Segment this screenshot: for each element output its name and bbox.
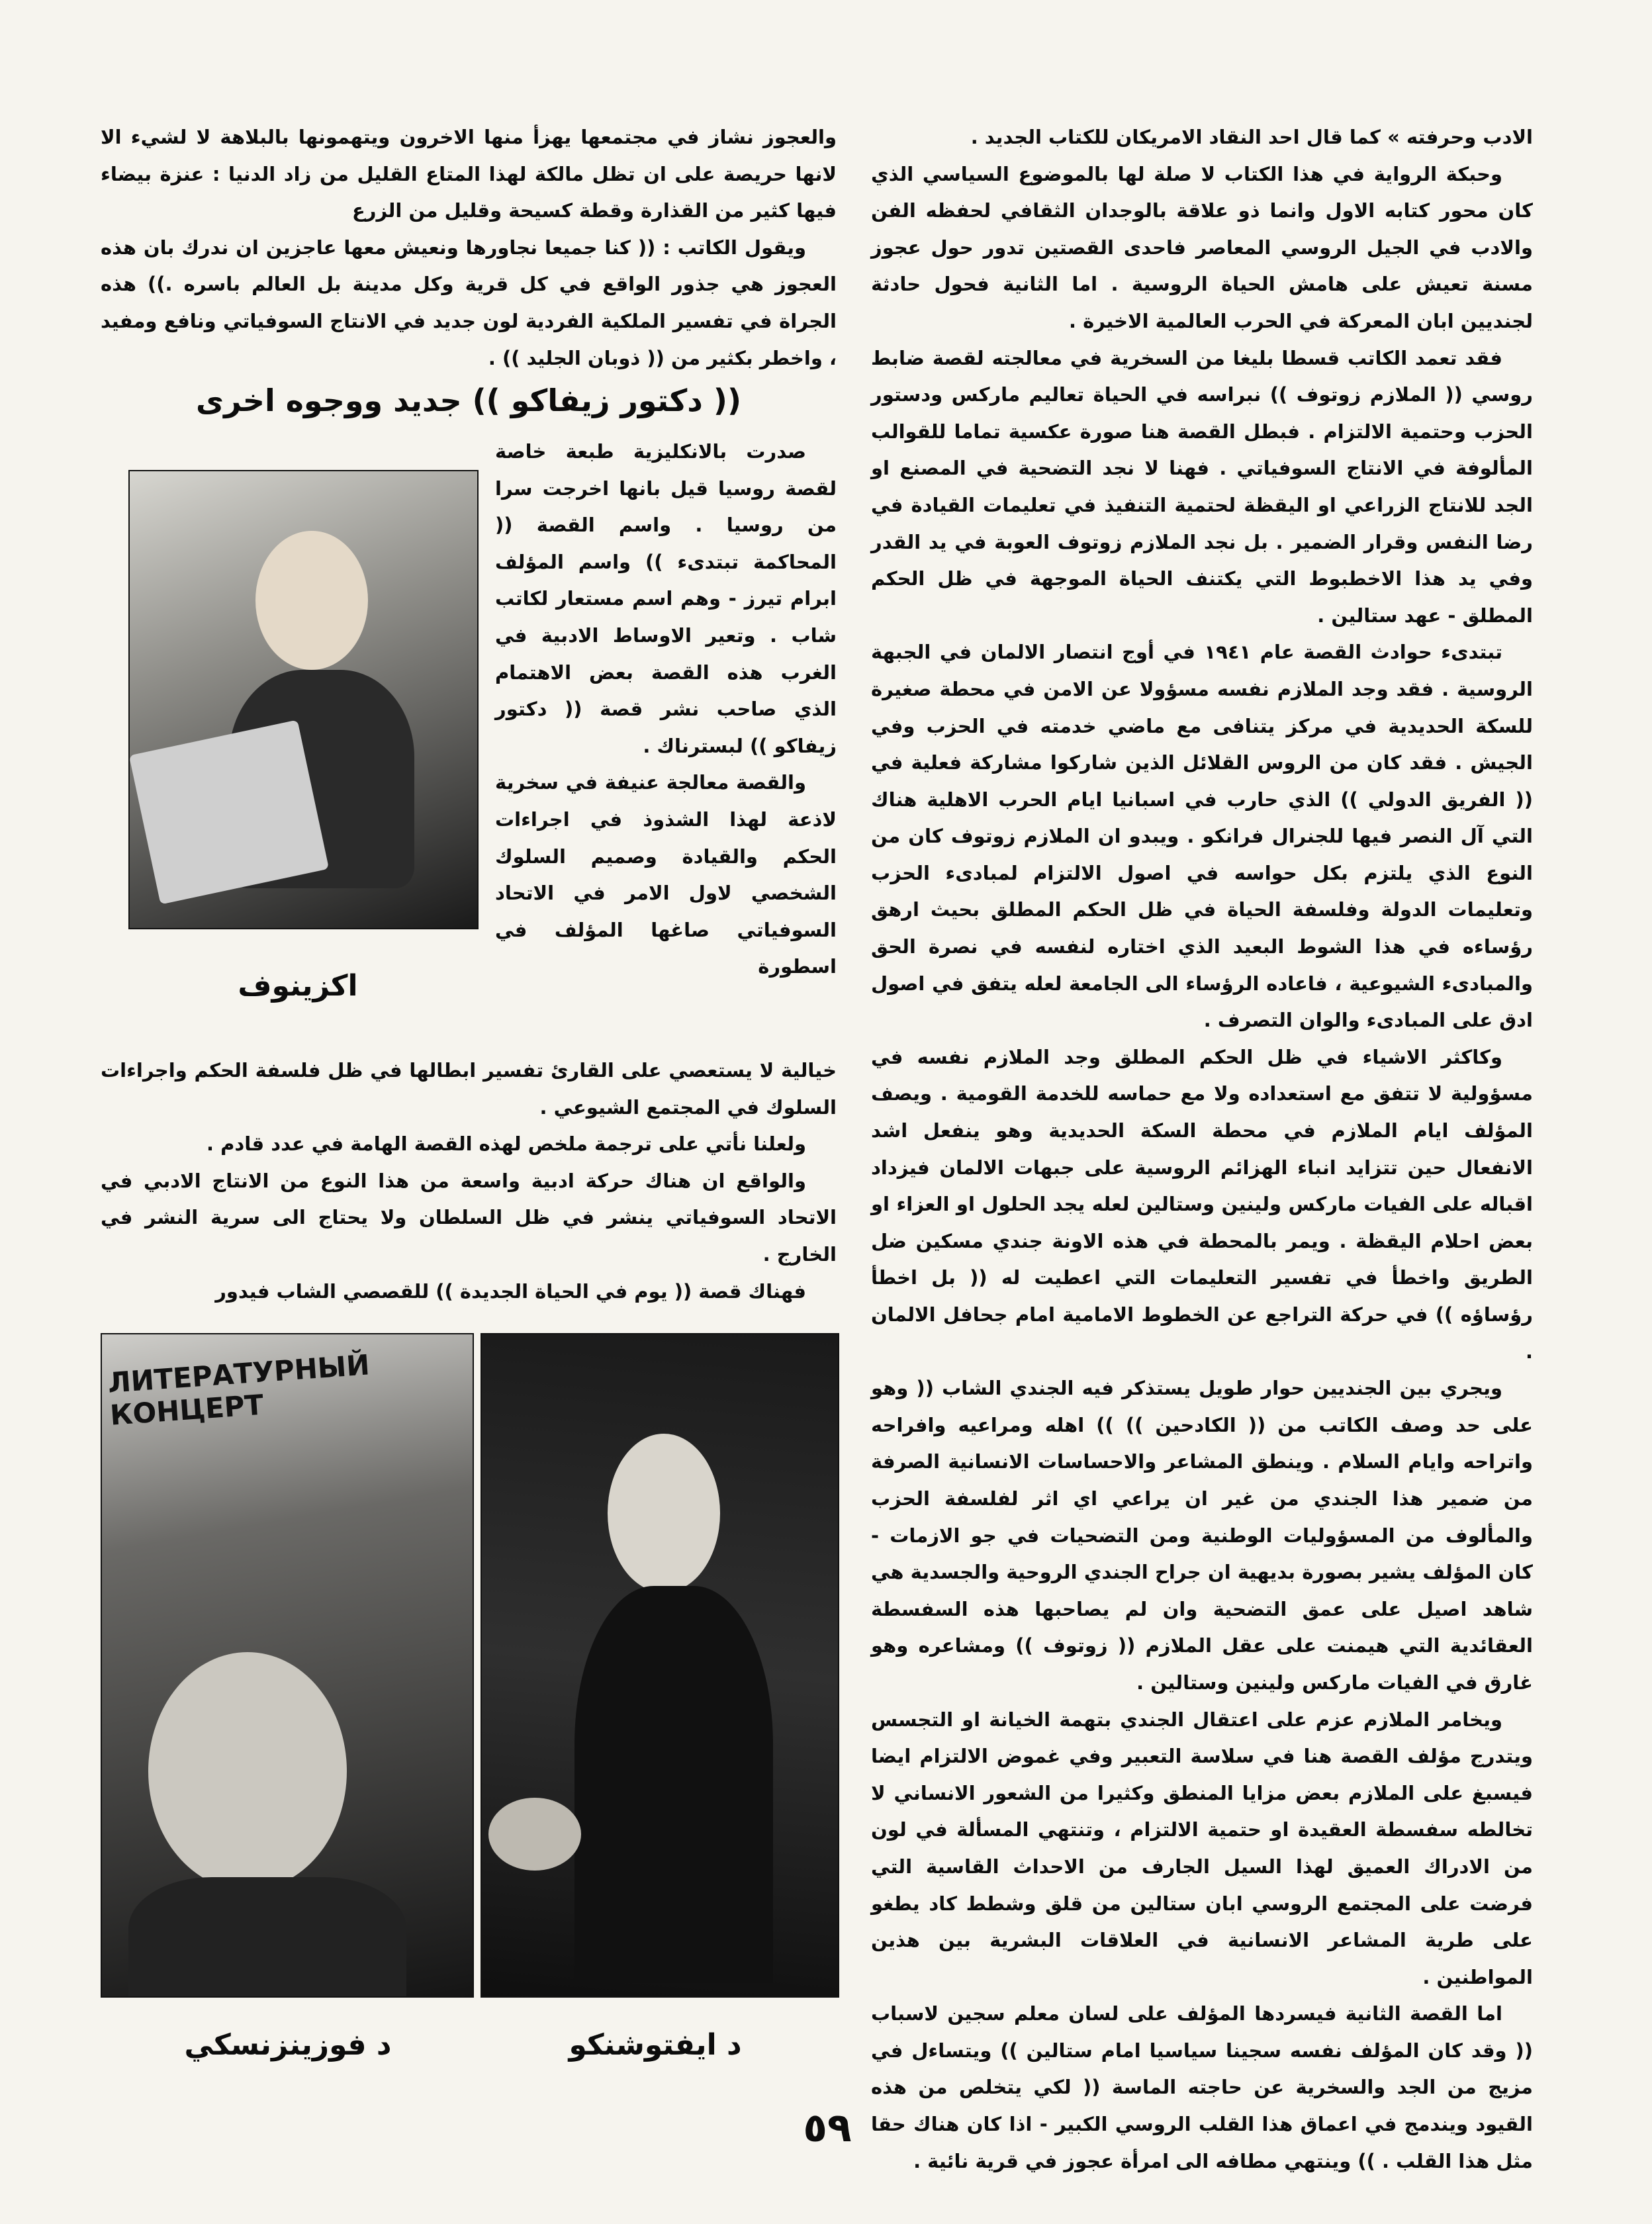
paragraph: ويجري بين الجنديين حوار طويل يستذكر فيه الجندي الشاب (( وهو على حد وصف الكاتب من (( الكادحين )) )) اهله ومراعيه وافراحه واتراحه وايام السلام . وينطق المشاعر والاحساسات الانسانية الصرفة من ضمير هذا الجندي من غير ان يراعي اي اثر لفلسفة الحزب والمألوف من المسؤوليات الوطنية ومن التضحيات في جو الازمات - كان المؤلف يشير بصورة بديهية ان جراح الجندي الروحية والجسدية هي شاهد اصيل على عمق التضحية وان لم يصاحبها هذه السفسطة العقائدية التي هيمنت على عقل الملازم (( زوتوف )) ومشاعره وهو غارق في الفيات ماركس ولينين وستالين . bbox=[871, 1377, 1533, 1694]
paragraph: والقصة معالجة عنيفة في سخرية لاذعة لهذا الشذوذ في اجراءات الحكم والقيادة وصميم السلوك الشخصي لاول الامر في الاتحاد السوفياتي صاغها المؤلف في اسطورة bbox=[495, 771, 837, 978]
paragraph: ويقول الكاتب : (( كنا جميعا نجاورها ونعيش معها عاجزين ان ندرك بان هذه العجوز هي جذور الواقع في كل قرية وكل مدينة بل العالم باسره .)) هذه الجراة في تفسير الملكية الفردية لون جديد في الانتاج السوفياتي ونافع ومفيد ، واخطر بكثير من (( ذوبان الجليد )) . bbox=[101, 236, 837, 369]
photo-caption: اكزينوف bbox=[238, 969, 358, 1003]
right-column-text bbox=[871, 119, 1533, 2180]
paragraph: خيالية لا يستعصي على القارئ تفسير ابطالها في ظل فلسفة الحكم واجراءات السلوك في المجتمع الشيوعي . bbox=[101, 1059, 837, 1119]
paragraph: فقد تعمد الكاتب قسطا بليغا من السخرية في معالجته لقصة ضابط روسي (( الملازم زوتوف )) نبراسه في الحياة تعاليم ماركس ودستور الحزب وحتمية الالتزام . فبطل القصة هنا صورة عكسية تماما للقوالب المألوفة في الانتاج السوفياتي . فهنا لا نجد التضحية في المصنع او الجد للانتاج الزراعي او اليقظة لحتمية التنفيذ في تعليمات القيادة في رضا النفس وقرار الضمير . بل نجد الملازم زوتوف العوبة في يد القدر وفي يد هذا الاخطبوط التي يكتنف الحياة الموجهة في ظل الحكم المطلق - عهد ستالين . bbox=[871, 346, 1533, 627]
face-shape bbox=[255, 531, 368, 670]
body-shape bbox=[574, 1586, 773, 1983]
paragraph: والعجوز نشاز في مجتمعها يهزأ منها الاخرون ويتهمونها بالبلاهة لا لشيء الا لانها حريصة على ان تظل مالكة لهذا المتاع القليل من زاد الدنيا : عنزة بيضاء فيها كثير من القذارة وقطة كسيحة وقليل من الزرع bbox=[101, 126, 837, 222]
paragraph: والواقع ان هناك حركة ادبية واسعة من هذا النوع من الانتاج الادبي في الاتحاد السوفياتي ينشر في ظل السلطان ولا يحتاج الى سرية النشر في الخارج . bbox=[101, 1169, 837, 1266]
paragraph: وحبكة الرواية في هذا الكتاب لا صلة لها بالموضوع السياسي الذي كان محور كتابه الاول وانما ذو علاقة بالوجدان الثقافي لحفظه الفن والادب في الجيل الروسي المعاصر فاحدى القصتين تدور حول عجوز مسنة تعيش على هامش الحياة الروسية . اما الثانية فحول حادثة لجنديين ابان المعركة في الحرب العالمية الاخيرة . bbox=[871, 162, 1533, 332]
paragraph: وكاكثر الاشياء في ظل الحكم المطلق وجد الملازم نفسه في مسؤولية لا تتفق مع استعداده ولا مع حماسه للخدمة القومية . ويصف المؤلف ايام الملازم في محطة السكة الحديدية وهو ينفعل اشد الانفعال حين تتزايد انباء الهزائم الروسية على جبهات الالمان فيزداد اقباله على الفيات ماركس ولينين وستالين لعله يجد الحلول او العزاء او بعض احلام اليقظة . ويمر بالمحطة في هذه الاونة جندي مسكين ضل الطريق واخطأ في تفسير التعليمات التي اعطيت له (( بل اخطأ رؤساؤه )) في حركة التراجع عن الخطوط الامامية امام جحافل الالمان . bbox=[871, 1045, 1533, 1363]
face-shape bbox=[148, 1652, 347, 1890]
paragraph: ويخامر الملازم عزم على اعتقال الجندي بتهمة الخيانة او التجسس ويتدرج مؤلف القصة هنا في سلاسة التعبير وفي غموض الالتزام ايضا فيسبغ على الملازم بعض مزايا المنطق وكثيرا من الشعور الانساني لا تخالطه سفسطة العقيدة او حتمية الالتزام ، وتنتهي المسألة في لون من الادراك العميق لهذا السيل الجارف من الاحداث القاسية التي فرضت على المجتمع الروسي ابان ستالين من قلق وشطط كاد يطغو على طرية المشاعر الانسانية في العلاقات البشرية بين هذين المواطنين . bbox=[871, 1708, 1533, 1988]
left-column-top-text bbox=[101, 119, 837, 377]
poster-text: ЛИТЕРАТУРНЫЙ КОНЦЕРТ bbox=[107, 1348, 371, 1432]
left-column-lower-text bbox=[101, 1052, 837, 1310]
portrait-photo-aksyonov bbox=[128, 470, 479, 929]
photo-caption: د ايفتوشنكو bbox=[569, 2028, 742, 2062]
paragraph: الادب وحرفته » كما قال احد النقاد الامريكان للكتاب الجديد . bbox=[970, 126, 1533, 148]
paragraph: صدرت بالانكليزية طبعة خاصة لقصة روسيا قيل بانها اخرجت سرا من روسيا . واسم القصة (( المحاكمة تبتدىء )) واسم المؤلف ابرام تيرز - وهم اسم مستعار لكاتب شاب . وتعير الاوساط الادبية في الغرب هذه القصة بعض الاهتمام الذي صاحب نشر قصة (( دكتور زيفاكو )) لبسترناك . bbox=[495, 440, 837, 757]
paragraph: فهناك قصة (( يوم في الحياة الجديدة )) للقصصي الشاب فيدور bbox=[215, 1279, 806, 1303]
paragraph: تبتدىء حوادث القصة عام ١٩٤١ في أوج انتصار الالمان في الجبهة الروسية . فقد وجد الملازم نفسه مسؤولا عن الامن في محطة صغيرة للسكة الحديدية في مركز يتنافى مع ماضي خدمته في الحزب وفي الجيش . فقد كان من الروس القلائل الذين شاركوا مشاركة فعلية في (( الفريق الدولي )) الذي حارب في اسبانيا ايام الحرب الاهلية هناك التي آل النصر فيها للجنرال فرانكو . ويبدو ان الملازم زوتوف كان من النوع الذي يلتزم بكل حواسه في اصول الالتزام لمبادىء الحزب وتعليمات الدولة وفلسفة الحياة في ظل الحكم المطلق بحيث ارهق رؤساءه في هذا الشوط البعيد الذي اختاره لنفسه في نصرة الحق والمبادىء الشيوعية ، فاعاده الرؤساء الى الجامعة لعله يتفق في اصول ادق على المبادىء والوان التصرف . bbox=[871, 641, 1533, 1032]
page-number: ٥٩ bbox=[803, 2105, 852, 2151]
photo-caption: د فوزينزنسكي bbox=[184, 2028, 392, 2062]
left-column-middle-text bbox=[495, 434, 837, 986]
body-shape bbox=[128, 1877, 406, 1998]
portrait-photo-voznesensky bbox=[101, 1333, 474, 1998]
paragraph: ولعلنا نأتي على ترجمة ملخص لهذه القصة الهامة في عدد قادم . bbox=[206, 1133, 806, 1156]
portrait-photo-yevtushenko bbox=[481, 1333, 839, 1998]
section-heading: (( دكتور زيفاكو )) جديد ووجوه اخرى bbox=[196, 383, 741, 418]
face-shape bbox=[608, 1434, 720, 1593]
hand-shape bbox=[488, 1798, 581, 1871]
paragraph: اما القصة الثانية فيسردها المؤلف على لسان معلم سجين لاسباب (( وقد كان المؤلف نفسه سجينا سياسيا امام ستالين )) ويتساءل في مزيج من الجد والسخرية عن حاجته الماسة (( لكي يتخلص من هذه القيود ويندمج في اعماق هذا القلب الروسي الكبير - اذا كان هناك حقا مثل هذا القلب . )) وينتهي مطافه الى امرأة عجوز في قرية نائية . bbox=[871, 2002, 1533, 2172]
